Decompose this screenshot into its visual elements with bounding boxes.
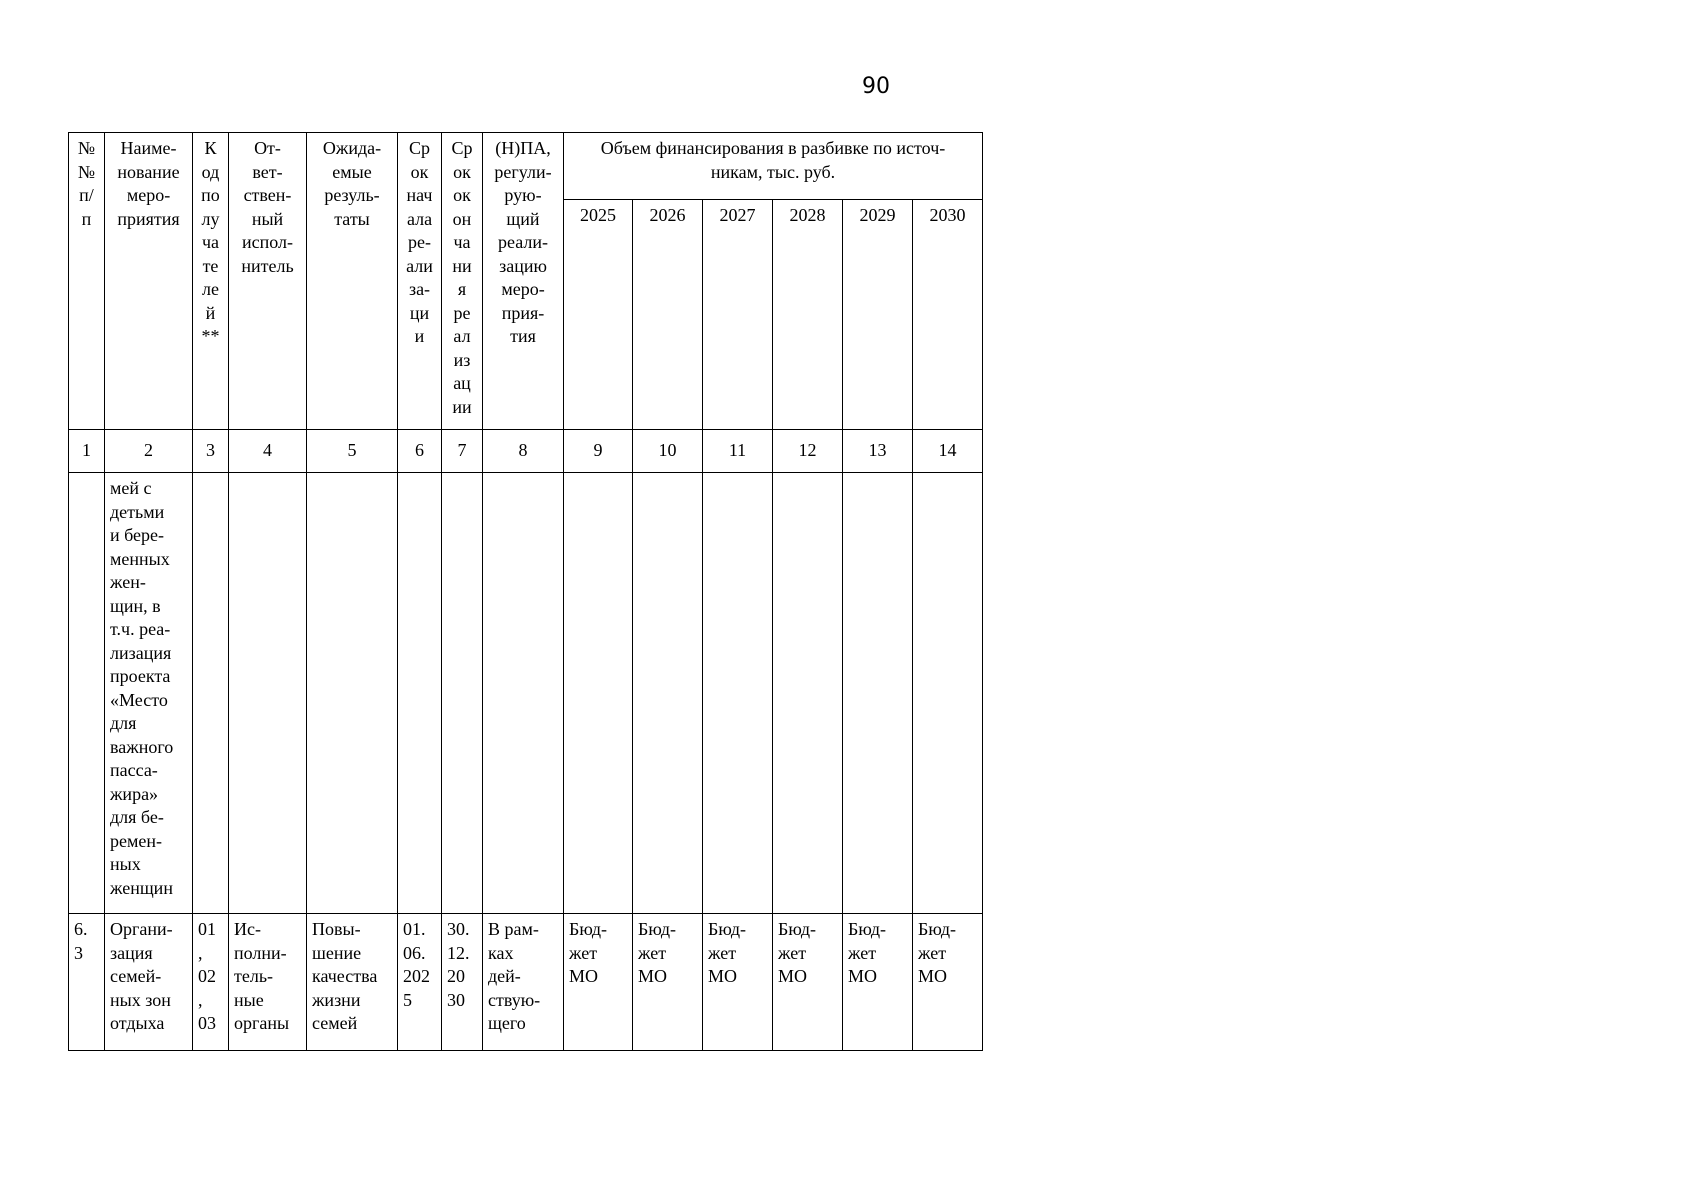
cell-empty	[307, 473, 398, 914]
header-name: Наиме- нование меро- приятия	[105, 133, 193, 430]
column-number: 1	[69, 430, 105, 473]
cell-empty	[69, 473, 105, 914]
cell-empty	[913, 473, 983, 914]
header-year: 2025	[564, 200, 633, 430]
cell-funding: Бюд- жет МО	[703, 914, 773, 1051]
header-number: № № п/ п	[69, 133, 105, 430]
cell-funding: Бюд- жет МО	[913, 914, 983, 1051]
cell-start-date: 01. 06. 202 5	[398, 914, 442, 1051]
cell-empty	[703, 473, 773, 914]
cell-code: 01 , 02 , 03	[193, 914, 229, 1051]
cell-empty	[442, 473, 483, 914]
column-number: 13	[843, 430, 913, 473]
column-number: 6	[398, 430, 442, 473]
cell-empty	[229, 473, 307, 914]
cell-number: 6. 3	[69, 914, 105, 1051]
cell-empty	[193, 473, 229, 914]
cell-name: мей с детьми и бере- менных жен- щин, в т.ч. реа- лизация проекта «Место для важного пасса- жира» для бе- ремен- ных женщин	[105, 473, 193, 914]
column-number: 14	[913, 430, 983, 473]
header-results: Ожида- емые резуль- таты	[307, 133, 398, 430]
header-year: 2028	[773, 200, 843, 430]
cell-end-date: 30. 12. 20 30	[442, 914, 483, 1051]
page-number: 90	[862, 74, 890, 99]
column-numbers-row	[69, 430, 983, 473]
header-year: 2030	[913, 200, 983, 430]
cell-funding: Бюд- жет МО	[773, 914, 843, 1051]
cell-empty	[564, 473, 633, 914]
column-number: 11	[703, 430, 773, 473]
cell-empty	[633, 473, 703, 914]
header-year: 2029	[843, 200, 913, 430]
cell-empty	[483, 473, 564, 914]
column-number: 2	[105, 430, 193, 473]
header-year: 2027	[703, 200, 773, 430]
cell-funding: Бюд- жет МО	[843, 914, 913, 1051]
cell-empty	[843, 473, 913, 914]
cell-results: Повы- шение качества жизни семей	[307, 914, 398, 1051]
column-number: 5	[307, 430, 398, 473]
cell-funding: Бюд- жет МО	[564, 914, 633, 1051]
cell-empty	[398, 473, 442, 914]
column-number: 7	[442, 430, 483, 473]
table-row-continuation	[69, 473, 983, 914]
header-end: Ср ок ок он ча ни я ре ал из ац ии	[442, 133, 483, 430]
cell-funding: Бюд- жет МО	[633, 914, 703, 1051]
cell-name: Органи- зация семей- ных зон отдыха	[105, 914, 193, 1051]
header-responsible: От- вет- ствен- ный испол- нитель	[229, 133, 307, 430]
column-number: 9	[564, 430, 633, 473]
header-year: 2026	[633, 200, 703, 430]
cell-empty	[773, 473, 843, 914]
header-npa: (Н)ПА, регули- рую- щий реали- зацию меро- прия- тия	[483, 133, 564, 430]
cell-npa: В рам- ках дей- ствую- щего	[483, 914, 564, 1051]
column-number: 8	[483, 430, 564, 473]
column-number: 4	[229, 430, 307, 473]
header-row	[69, 133, 983, 200]
header-code: К од по лу ча те ле й **	[193, 133, 229, 430]
column-number: 12	[773, 430, 843, 473]
column-number: 3	[193, 430, 229, 473]
column-number: 10	[633, 430, 703, 473]
cell-responsible: Ис- полни- тель- ные органы	[229, 914, 307, 1051]
table-row-6-3	[69, 914, 983, 1051]
header-financing: Объем финансирования в разбивке по источ- никам, тыс. руб.	[564, 133, 983, 200]
header-start: Ср ок нач ала ре- али за- ци и	[398, 133, 442, 430]
financing-plan-table	[68, 132, 983, 1051]
